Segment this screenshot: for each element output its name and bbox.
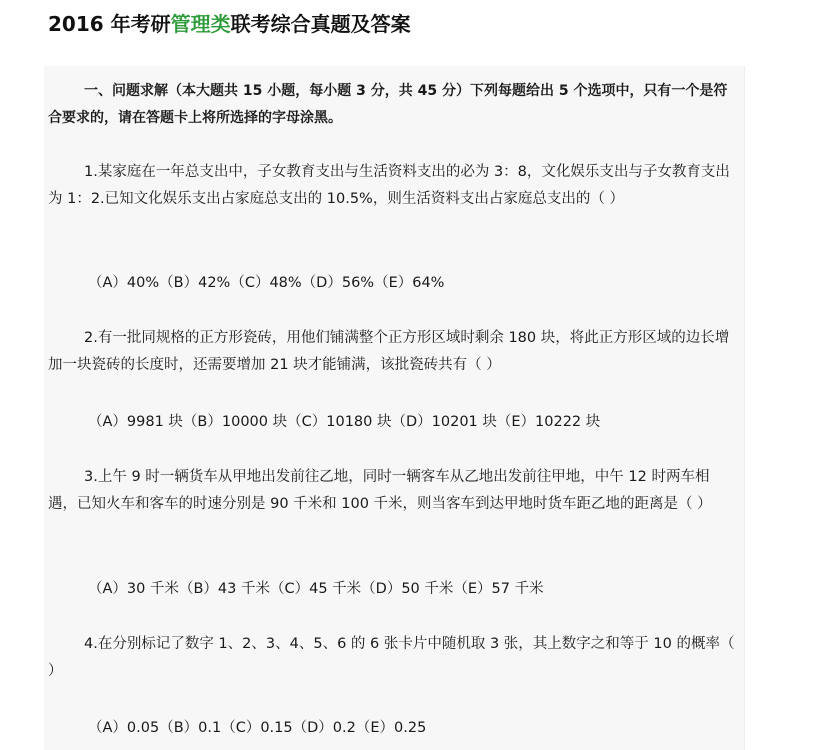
article-body [44, 66, 744, 750]
title-prefix: 2016 年考研 [48, 12, 171, 36]
section-instruction: 一、问题求解（本大题共 15 小题，每小题 3 分，共 45 分）下列每题给出 5 个选项中，只有一个是符合要求的，请在答题卡上将所选择的字母涂黑。 [48, 83, 728, 126]
title-accent-link[interactable]: 管理类 [170, 12, 231, 36]
question-3-stem: 3.上午 9 时一辆货车从甲地出发前往乙地，同时一辆客车从乙地出发前往甲地，中午 12 时两车相遇，已知火车和客车的时速分别是 90 千米和 100 千米，则当客车到达甲地时货车距乙地的距离是（ ） [48, 469, 712, 512]
question-1-options: （A）40%（B）42%（C）48%（D）56%（E）64% [88, 275, 445, 291]
question-2-stem: 2.有一批同规格的正方形瓷砖，用他们铺满整个正方形区域时剩余 180 块，将此正方形区域的边长增加一块瓷砖的长度时，还需要增加 21 块才能铺满，该批瓷砖共有（ ） [48, 330, 730, 373]
content-right-border [744, 66, 745, 750]
question-3-options: （A）30 千米（B）43 千米（C）45 千米（D）50 千米（E）57 千米 [88, 581, 544, 597]
title-suffix: 联考综合真题及答案 [230, 12, 411, 36]
question-1-stem: 1.某家庭在一年总支出中，子女教育支出与生活资料支出的必为 3：8，文化娱乐支出与子女教育支出为 1：2.已知文化娱乐支出占家庭总支出的 10.5%，则生活资料支出占家庭总支出的（ ） [48, 164, 730, 207]
question-4-options: （A）0.05（B）0.1（C）0.15（D）0.2（E）0.25 [88, 720, 427, 736]
document-title [48, 6, 411, 42]
question-2-options: （A）9981 块（B）10000 块（C）10180 块（D）10201 块（E）10222 块 [88, 414, 601, 430]
question-4-stem: 4.在分别标记了数字 1、2、3、4、5、6 的 6 张卡片中随机取 3 张，其上数字之和等于 10 的概率（ ） [48, 636, 735, 679]
